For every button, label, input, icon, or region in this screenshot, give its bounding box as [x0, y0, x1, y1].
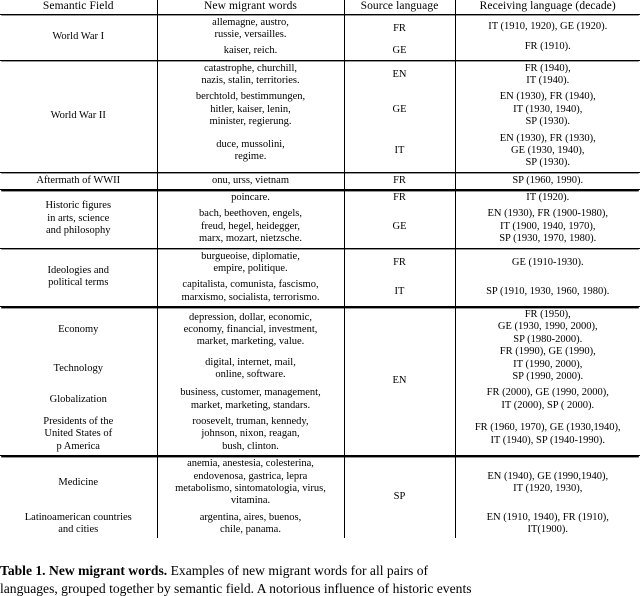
- cell-migrant-words: poincare.: [157, 190, 344, 207]
- cell-source-language: GE: [344, 43, 455, 60]
- cell-receiving-language: EN (1930), FR (1940), IT (1930, 1940), SP (1930).: [455, 89, 640, 130]
- cell-semantic-field: Historic figures in arts, science and philosophy: [45, 200, 112, 236]
- caption-title: New migrant words.: [49, 563, 168, 578]
- cell-migrant-words: anemia, anestesia, colesterina, endovenosa, gastrica, lepra metabolismo, sintomatologia, virus, vitamina.: [157, 456, 344, 510]
- cell-source-language-merged: SP: [344, 456, 455, 539]
- cell-migrant-words: bach, beethoven, engels, freud, hegel, heidegger, marx, mozart, nietzsche.: [157, 206, 344, 248]
- header-new-migrant-words: New migrant words: [157, 0, 344, 14]
- cell-semantic-field: World War II: [50, 110, 106, 121]
- cell-receiving-language: SP (1960, 1990).: [455, 172, 640, 189]
- cell-source-language: IT: [344, 277, 455, 306]
- cell-migrant-words: allemagne, austro, russie, versailles.: [157, 14, 344, 43]
- cell-migrant-words: duce, mussolini, regime.: [157, 131, 344, 173]
- cell-migrant-words: depression, dollar, economic, economy, financial, investment, market, marketing, value.: [157, 307, 344, 354]
- table-header: [0, 0, 640, 14]
- table-row: [0, 14, 640, 43]
- caption-line-1: [0, 562, 640, 580]
- cell-semantic-field: Aftermath of WWII: [36, 174, 121, 186]
- header-receiving-language: Receiving language (decade): [455, 0, 640, 14]
- table-row: [0, 307, 640, 354]
- cell-semantic-field: Presidents of the United States of p America: [43, 416, 114, 452]
- cell-migrant-words: business, customer, management, market, marketing, standars.: [157, 385, 344, 414]
- header-semantic-field: Semantic Field: [42, 0, 114, 12]
- table-body: [0, 14, 640, 538]
- cell-migrant-words: capitalista, comunista, fascismo, marxismo, socialista, terrorismo.: [157, 277, 344, 306]
- table-row: [0, 248, 640, 277]
- cell-source-language-merged: EN: [344, 307, 455, 456]
- cell-migrant-words: catastrophe, churchill, nazis, stalin, territories.: [157, 60, 344, 89]
- table-row: [0, 510, 640, 539]
- cell-receiving-language: FR (1940), IT (1940).: [455, 60, 640, 89]
- cell-migrant-words: roosevelt, truman, kennedy, johnson, nixon, reagan, bush, clinton.: [157, 414, 344, 456]
- caption-line-1-rest: Examples of new migrant words for all pairs of: [170, 563, 429, 578]
- cell-migrant-words: digital, internet, mail, online, software.: [157, 353, 344, 385]
- cell-source-language: FR: [344, 190, 455, 207]
- cell-receiving-language: GE (1910-1930).: [455, 248, 640, 277]
- cell-receiving-language: IT (1910, 1920), GE (1920). FR (1910).: [455, 14, 640, 60]
- cell-migrant-words: berchtold, bestimmungen, hitler, kaiser, lenin, minister, regierung.: [157, 89, 344, 130]
- table-row: [0, 172, 640, 189]
- table-row: [0, 385, 640, 414]
- cell-source-language: GE: [344, 206, 455, 248]
- table-row: [0, 414, 640, 456]
- cell-receiving-language: SP (1910, 1930, 1960, 1980).: [455, 277, 640, 306]
- cell-semantic-field: Globalization: [49, 393, 107, 405]
- header-source-language: Source language: [344, 0, 455, 14]
- cell-semantic-field: Technology: [53, 363, 103, 375]
- cell-semantic-field: Economy: [58, 323, 99, 335]
- table-caption: [0, 562, 640, 596]
- cell-migrant-words: argentina, aires, buenos, chile, panama.: [157, 510, 344, 539]
- cell-receiving-language: EN (1910, 1940), FR (1910), IT(1900).: [455, 510, 640, 539]
- cell-source-language: EN: [344, 60, 455, 89]
- cell-source-language: FR: [344, 248, 455, 277]
- table-row: [0, 190, 640, 207]
- cell-receiving-language: FR (2000), GE (1990, 2000), IT (2000), SP ( 2000).: [455, 385, 640, 414]
- cell-receiving-language: EN (1940), GE (1990,1940), IT (1920, 1930),: [455, 456, 640, 510]
- cell-semantic-field: Medicine: [58, 476, 99, 488]
- cell-receiving-language: FR (1960, 1970), GE (1930,1940), IT (1940), SP (1940-1990).: [455, 414, 640, 456]
- header-row: [0, 0, 640, 14]
- caption-line-2: languages, grouped together by semantic field. A notorious influence of historic events: [0, 581, 472, 596]
- cell-source-language: FR: [344, 172, 455, 189]
- cell-source-language: GE: [344, 89, 455, 130]
- cell-migrant-words: burgueoise, diplomatie, empire, politique.: [157, 248, 344, 277]
- caption-label: Table 1.: [0, 563, 46, 578]
- cell-semantic-field: Latinoamerican countries and cities: [24, 511, 132, 536]
- cell-migrant-words: onu, urss, vietnam: [157, 172, 344, 189]
- cell-migrant-words: kaiser, reich.: [157, 43, 344, 60]
- cell-semantic-field: Ideologies and political terms: [47, 264, 110, 289]
- cell-receiving-language: EN (1930), FR (1900-1980), IT (1900, 1940, 1970), SP (1930, 1970, 1980).: [455, 206, 640, 248]
- cell-receiving-language: IT (1920).: [455, 190, 640, 207]
- table-row: [0, 60, 640, 89]
- cell-receiving-language: EN (1930), FR (1930), GE (1930, 1940), SP (1930).: [455, 131, 640, 173]
- cell-semantic-field: World War I: [52, 30, 105, 42]
- table-row: [0, 456, 640, 510]
- cell-receiving-language: FR (1950), GE (1930, 1990, 2000), SP (1980-2000). FR (1990), GE (1990), IT (1990, 2000), SP (1990, 2000).: [455, 307, 640, 386]
- cell-source-language: FR: [344, 14, 455, 43]
- cell-source-language: IT: [344, 131, 455, 173]
